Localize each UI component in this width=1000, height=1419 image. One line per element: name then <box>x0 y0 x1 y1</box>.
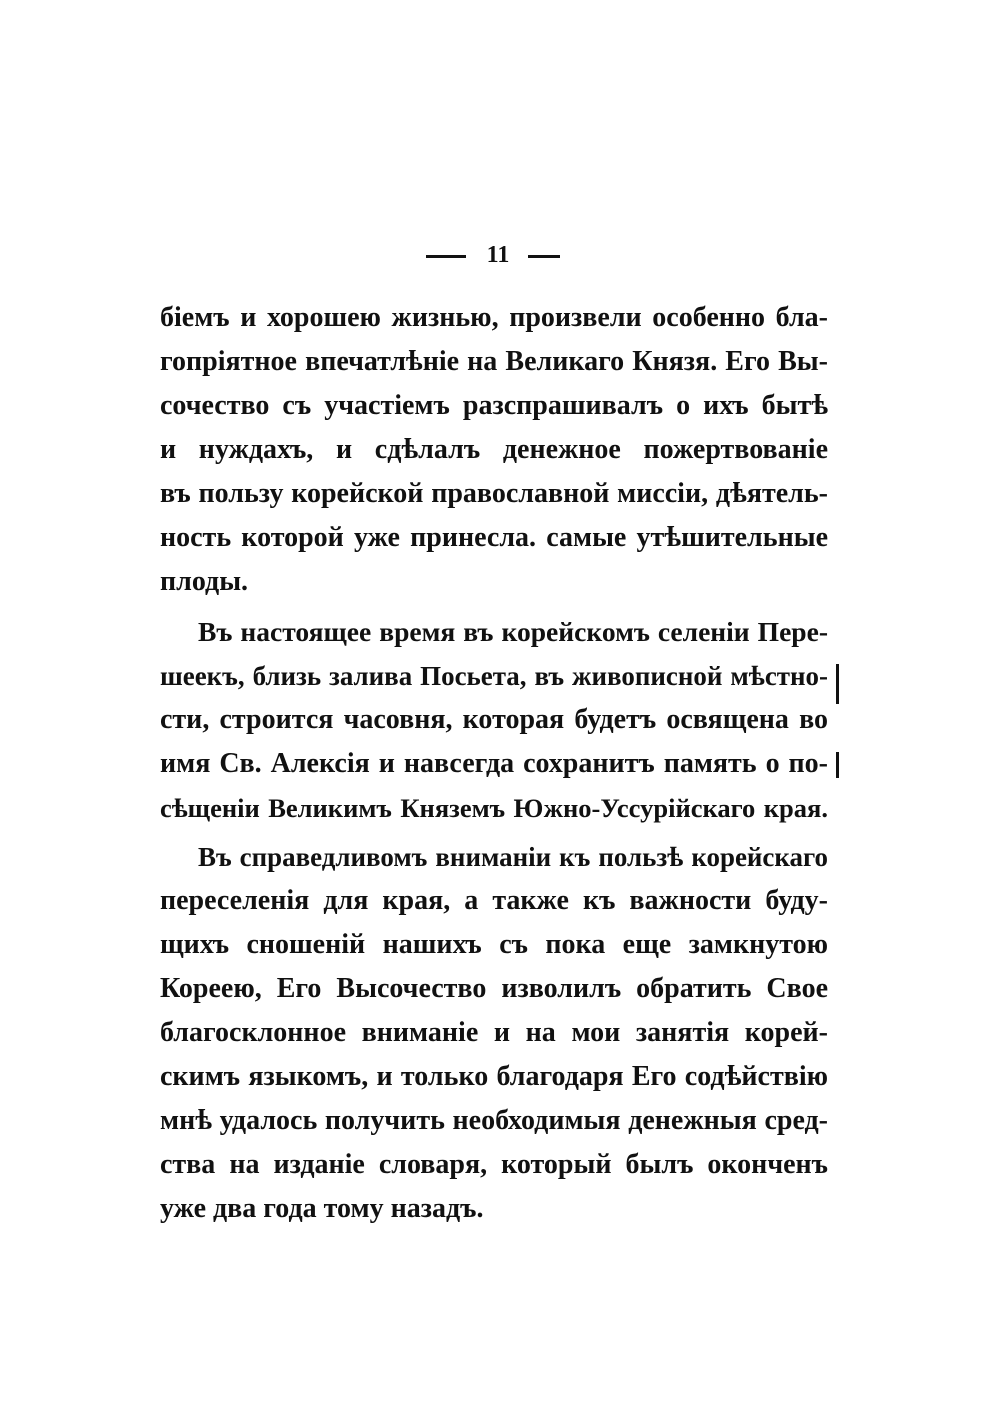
text-line: въ пользу корейской православной миссіи, дѣятель- <box>160 478 828 509</box>
text-line: ность которой уже принесла. самые утѣшительные <box>160 522 828 553</box>
header-dash-left <box>426 255 466 258</box>
margin-mark <box>836 664 839 704</box>
text-line: Въ настоящее время въ корейскомъ селеніи Пере- <box>198 616 828 647</box>
text-line: благосклонное вниманіе и на мои занятія корей- <box>160 1017 828 1048</box>
text-line: щихъ сношеній нашихъ съ пока еще замкнутою <box>160 929 828 960</box>
text-line: мнѣ удалось получить необходимыя денежныя сред- <box>160 1105 828 1136</box>
margin-mark <box>836 752 839 778</box>
text-line: сѣщеніи Великимъ Княземъ Южно-Уссурійскаго края. <box>160 793 828 823</box>
text-line: сти, строится часовня, которая будетъ освящена во <box>160 704 828 735</box>
text-line: Кореею, Его Высочество изволилъ обратить Свое <box>160 973 828 1004</box>
text-line: переселенія для края, а также къ важности буду- <box>160 885 828 916</box>
text-line: скимъ языкомъ, и только благодаря Его содѣйствію <box>160 1061 828 1092</box>
header-dash-right <box>528 255 560 258</box>
text-line: гопріятное впечатлѣніе на Великаго Князя. Его Вы- <box>160 346 828 377</box>
text-line: шеекъ, близь залива Посьета, въ живописной мѣстно- <box>160 661 828 691</box>
text-line: имя Св. Алексія и навсегда сохранитъ память о по- <box>160 748 828 779</box>
text-line: ства на изданіе словаря, который былъ оконченъ <box>160 1149 828 1180</box>
text-line: и нуждахъ, и сдѣлалъ денежное пожертвованіе <box>160 434 828 465</box>
text-line: плоды. <box>160 566 249 597</box>
page-header <box>0 238 1000 272</box>
text-line: сочество съ участіемъ разспрашивалъ о ихъ бытѣ <box>160 390 828 421</box>
text-line: Въ справедливомъ вниманіи къ пользѣ корейскаго <box>198 842 828 872</box>
text-line: уже два года тому назадъ. <box>160 1193 484 1224</box>
page-number: 11 <box>486 242 510 268</box>
text-line: біемъ и хорошею жизнью, произвели особенно бла- <box>160 302 828 333</box>
